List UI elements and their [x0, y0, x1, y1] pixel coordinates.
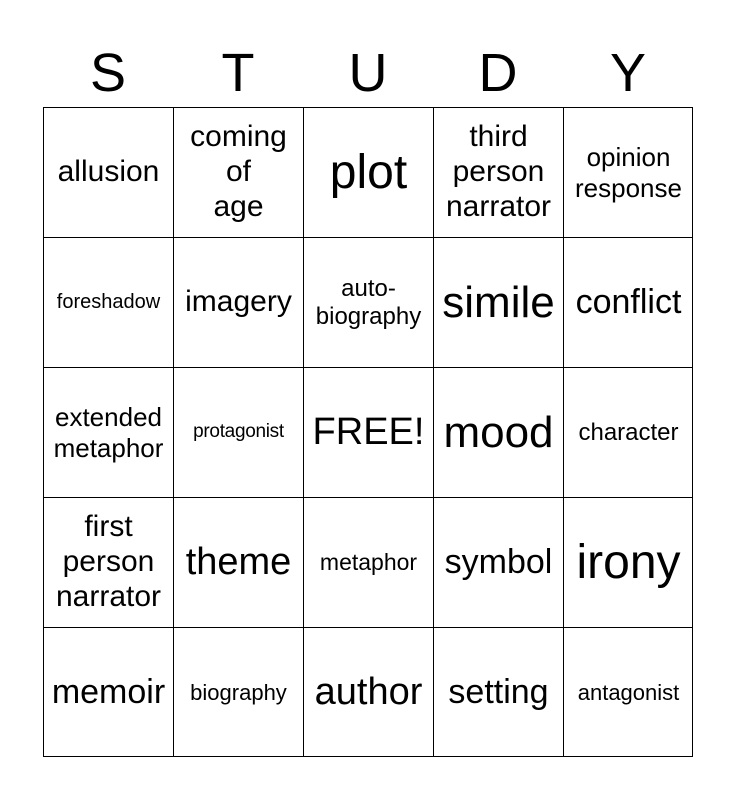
header-letter-u: U	[348, 43, 388, 103]
cell-label: character	[578, 418, 679, 446]
bingo-cell[interactable]	[43, 627, 173, 757]
bingo-cell[interactable]	[563, 497, 693, 627]
cell-label: simile	[442, 277, 555, 327]
bingo-cell[interactable]	[563, 627, 693, 757]
cell-label: metaphor	[319, 549, 418, 576]
cell-label: symbol	[444, 542, 553, 581]
bingo-cell[interactable]	[43, 367, 173, 497]
bingo-header	[43, 40, 693, 106]
header-letter-t: T	[221, 43, 255, 103]
cell-label: imagery	[185, 285, 292, 319]
cell-label: first person narrator	[55, 510, 162, 613]
cell-label: theme	[185, 541, 292, 584]
cell-label: protagonist	[193, 421, 284, 443]
bingo-cell[interactable]	[303, 237, 433, 367]
cell-label: foreshadow	[56, 290, 161, 313]
cell-label: auto- biography	[315, 274, 422, 330]
cell-label: opinion response	[575, 142, 682, 203]
cell-label: FREE!	[312, 411, 425, 454]
cell-label: memoir	[51, 672, 166, 711]
bingo-cell[interactable]	[563, 237, 693, 367]
cell-label: biography	[190, 679, 287, 705]
cell-label: extended metaphor	[53, 402, 164, 463]
cell-label: plot	[329, 145, 408, 199]
bingo-cell[interactable]	[173, 107, 303, 237]
cell-label: setting	[448, 672, 549, 711]
bingo-grid	[43, 107, 693, 757]
cell-label: coming of age	[190, 120, 287, 223]
bingo-cell[interactable]	[173, 497, 303, 627]
bingo-cell[interactable]	[303, 107, 433, 237]
cell-label: mood	[443, 407, 554, 457]
bingo-cell[interactable]	[433, 367, 563, 497]
bingo-cell[interactable]	[43, 237, 173, 367]
bingo-cell[interactable]	[43, 107, 173, 237]
cell-label: allusion	[57, 155, 160, 189]
bingo-cell[interactable]	[303, 367, 433, 497]
bingo-cell[interactable]	[43, 497, 173, 627]
bingo-cell[interactable]	[433, 107, 563, 237]
cell-label: irony	[576, 535, 681, 589]
bingo-cell[interactable]	[433, 237, 563, 367]
header-letter-y: Y	[609, 43, 647, 103]
cell-label: conflict	[575, 282, 682, 321]
cell-label: author	[314, 671, 423, 714]
header-letter-s: S	[89, 43, 127, 103]
bingo-cell[interactable]	[563, 107, 693, 237]
cell-label: antagonist	[577, 679, 680, 705]
bingo-cell[interactable]	[433, 497, 563, 627]
bingo-cell[interactable]	[433, 627, 563, 757]
header-letter-d: D	[478, 43, 518, 103]
bingo-cell[interactable]	[303, 497, 433, 627]
bingo-cell[interactable]	[563, 367, 693, 497]
bingo-cell[interactable]	[173, 367, 303, 497]
cell-label: third person narrator	[445, 120, 552, 223]
bingo-cell[interactable]	[173, 627, 303, 757]
bingo-cell[interactable]	[173, 237, 303, 367]
bingo-cell[interactable]	[303, 627, 433, 757]
